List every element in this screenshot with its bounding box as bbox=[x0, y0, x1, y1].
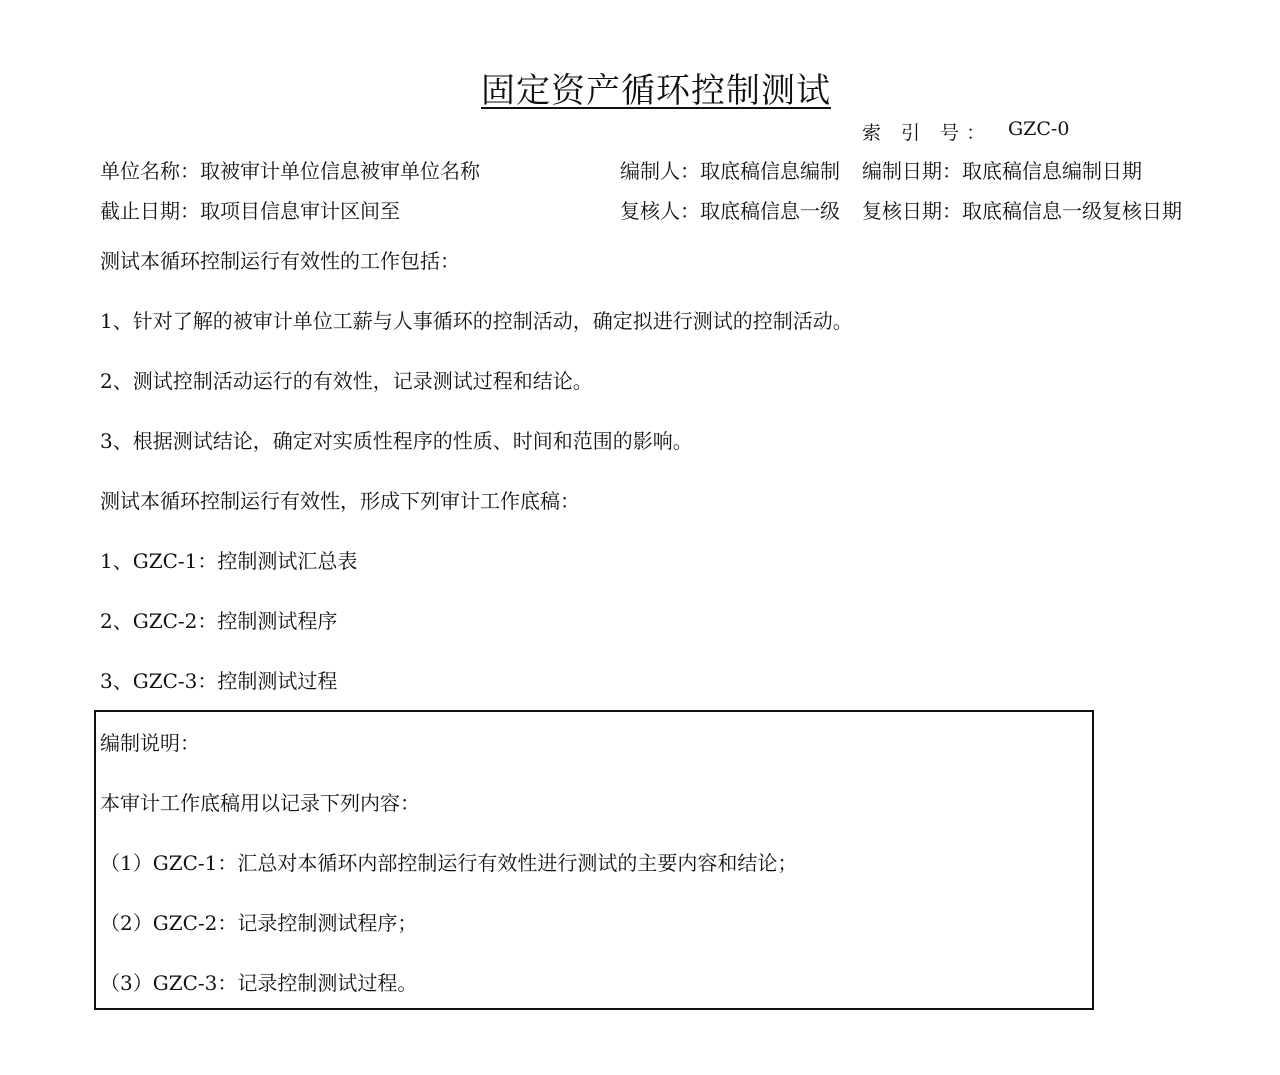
workpapers-heading: 测试本循环控制运行有效性，形成下列审计工作底稿： bbox=[100, 489, 580, 513]
notes-item: （2）GZC-2：记录控制测试程序； bbox=[100, 911, 418, 935]
workpaper-item: 1、GZC-1：控制测试汇总表 bbox=[100, 549, 358, 573]
index-number-label: 索 引 号： bbox=[862, 122, 993, 144]
work-scope-item: 3、根据测试结论，确定对实质性程序的性质、时间和范围的影响。 bbox=[100, 429, 693, 453]
work-scope-item: 2、测试控制活动运行的有效性，记录测试过程和结论。 bbox=[100, 369, 593, 393]
notes-heading: 编制说明： bbox=[100, 731, 200, 755]
work-scope-heading: 测试本循环控制运行有效性的工作包括： bbox=[100, 249, 460, 273]
page-title: 固定资产循环控制测试 bbox=[481, 71, 831, 111]
index-number-value: GZC-0 bbox=[1008, 118, 1070, 140]
prepared-date: 编制日期：取底稿信息编制日期 bbox=[862, 159, 1142, 183]
workpaper-item: 2、GZC-2：控制测试程序 bbox=[100, 609, 338, 633]
reviewer: 复核人：取底稿信息一级 bbox=[620, 199, 840, 223]
unit-name: 单位名称：取被审计单位信息被审单位名称 bbox=[100, 159, 480, 183]
preparer: 编制人：取底稿信息编制 bbox=[620, 159, 840, 183]
notes-intro: 本审计工作底稿用以记录下列内容： bbox=[100, 791, 420, 815]
reviewed-date: 复核日期：取底稿信息一级复核日期 bbox=[862, 199, 1182, 223]
notes-item: （1）GZC-1：汇总对本循环内部控制运行有效性进行测试的主要内容和结论； bbox=[100, 851, 798, 875]
workpaper-item: 3、GZC-3：控制测试过程 bbox=[100, 669, 338, 693]
work-scope-item: 1、针对了解的被审计单位工薪与人事循环的控制活动，确定拟进行测试的控制活动。 bbox=[100, 309, 853, 333]
cutoff-date: 截止日期：取项目信息审计区间至 bbox=[100, 199, 400, 223]
notes-item: （3）GZC-3：记录控制测试过程。 bbox=[100, 971, 418, 995]
